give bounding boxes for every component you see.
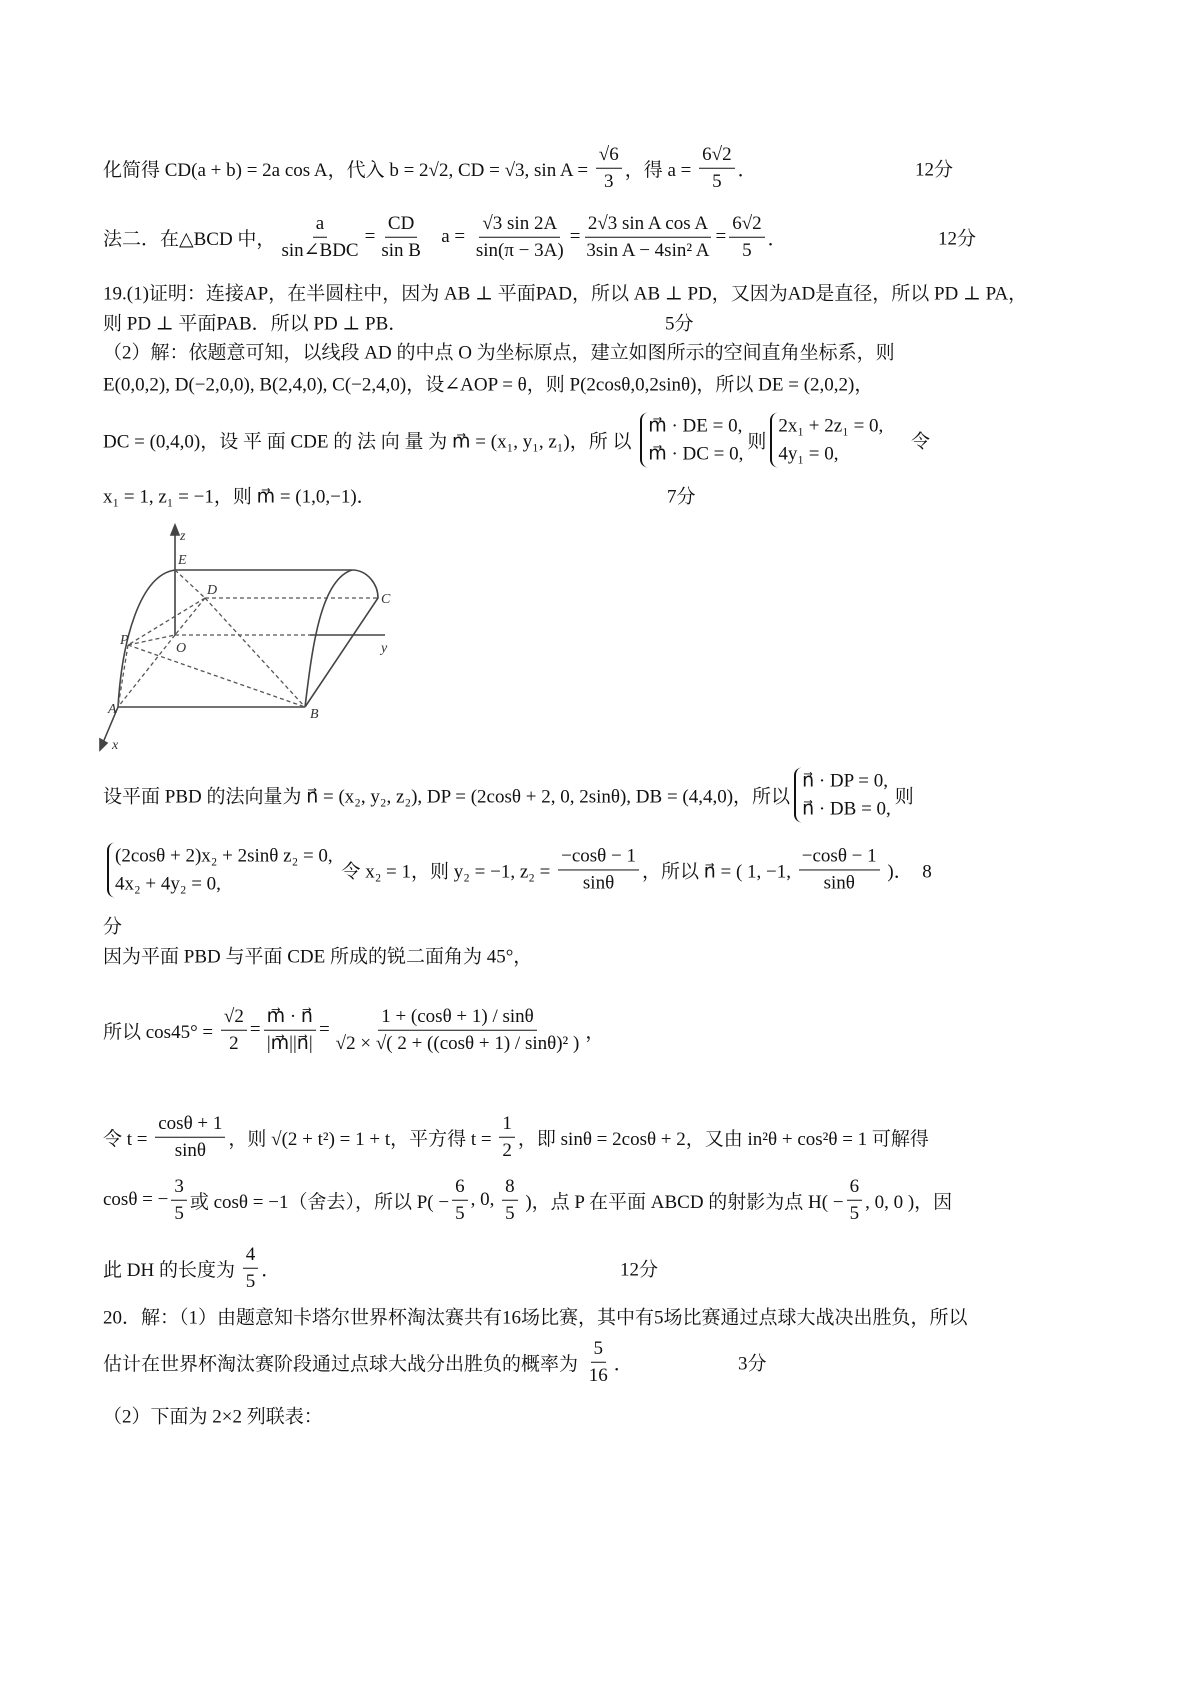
text-segment: 设平面 PBD 的法向量为 n⃗ = (x₂, y₂, z₂), DP = (2cosθ + 2, 0, 2sinθ), DB = (4,4,0)，所以 (103, 786, 791, 808)
fraction-denominator: |m⃗||n⃗| (266, 1032, 313, 1054)
fraction (452, 1175, 468, 1226)
text-segment: ． (613, 1353, 633, 1375)
fraction-numerator: √6 (596, 143, 622, 169)
text-segment: ． (737, 159, 757, 181)
text-line (103, 912, 122, 939)
score-label: 7分 (667, 486, 696, 508)
text-line (103, 1337, 633, 1388)
text-segment: DC = (0,4,0)，设 平 面 CDE 的 法 向 量 为 m⃗ = (x₁, y₁, z₁)，所 以 (103, 431, 637, 453)
equation: 2x₁ + 2z₁ = 0, (778, 415, 884, 437)
fraction (558, 845, 639, 896)
fraction-denominator: 3sin A − 4sin² A (586, 239, 710, 261)
equation-system (770, 412, 883, 467)
equation: m⃗ · DE = 0, (648, 415, 743, 437)
fraction (586, 1337, 611, 1388)
text-segment: 此 DH 的长度为 (103, 1259, 240, 1281)
fraction-numerator: 6√2 (729, 212, 764, 238)
text-segment: 令 t = (103, 1128, 153, 1150)
fraction (502, 1175, 518, 1226)
equation: n⃗ · DB = 0, (802, 798, 891, 819)
fraction-numerator: 3 (171, 1175, 187, 1201)
fraction (583, 212, 712, 263)
text-line (103, 212, 787, 263)
label-p: P (120, 633, 129, 648)
text-segment: )． 8 (882, 861, 932, 883)
fraction-numerator: cosθ + 1 (155, 1112, 225, 1138)
fraction-denominator: sinθ (582, 872, 615, 894)
text-segment: 法二．在△BCD 中， (103, 228, 276, 250)
label-z: z (180, 529, 186, 544)
text-line (103, 1005, 604, 1056)
fraction-denominator: 5 (245, 1270, 256, 1292)
fraction-denominator: 16 (588, 1364, 608, 1386)
text-segment: x₁ = 1, z₁ = −1，则 m⃗ = (1,0,−1)． (103, 486, 376, 508)
fraction-denominator: 5 (712, 170, 722, 192)
label-x: x (112, 738, 119, 753)
text-segment: ， (585, 1021, 605, 1043)
score-label: 5分 (665, 313, 694, 335)
fraction-denominator: 5 (742, 239, 752, 261)
label-b: B (310, 707, 319, 722)
fraction-denominator: 5 (849, 1202, 860, 1224)
equation: 4y₁ = 0, (778, 443, 839, 464)
fraction-numerator: 6√2 (699, 143, 734, 169)
text-segment: 估计在世界杯淘汰赛阶段通过点球大战分出胜负的概率为 (103, 1353, 583, 1375)
text-line (103, 279, 1027, 306)
fraction (847, 1175, 863, 1226)
fraction-denominator: 5 (174, 1202, 184, 1224)
fraction (596, 143, 622, 194)
fraction (264, 1005, 316, 1056)
fraction-denominator: 5 (455, 1202, 465, 1224)
arc-front-right (305, 570, 352, 707)
text-segment: = (715, 226, 727, 247)
fraction (221, 1005, 247, 1056)
fraction-numerator: −cosθ − 1 (799, 845, 880, 871)
fraction (243, 1243, 259, 1294)
text-segment: 或 cosθ = −1（舍去），所以 P( − (189, 1191, 450, 1213)
fraction-numerator: 1 + (cosθ + 1) / sinθ (378, 1005, 537, 1031)
text-segment: ，即 sinθ = 2cosθ + 2，又由 in²θ + cos²θ = 1 可解得 (517, 1128, 929, 1150)
text-segment: E(0,0,2), D(−2,0,0), B(2,4,0), C(−2,4,0)，设∠AOP = θ，则 P(2cosθ,0,2sinθ)，所以 DE = (2,0,2)， (103, 374, 874, 396)
text-segment: , 0, 0 )，因 (865, 1191, 953, 1213)
fraction-denominator: 3 (604, 170, 614, 192)
fraction (729, 212, 764, 263)
equation-system (794, 767, 891, 822)
fraction (378, 212, 424, 263)
text-segment: 20．解：（1）由题意知卡塔尔世界杯淘汰赛共有16场比赛，其中有5场比赛通过点球大战决出胜负，所以 (103, 1307, 968, 1329)
text-line (103, 412, 930, 467)
fraction (278, 212, 361, 263)
text-line (103, 143, 757, 194)
fraction-numerator: √3 sin 2A (479, 212, 560, 238)
text-line (103, 482, 376, 509)
fraction-denominator: √2 × √( 2 + ((cosθ + 1) / sinθ)² ) (335, 1032, 580, 1054)
text-segment: ，得 a = (624, 159, 697, 181)
x-axis-arrow (100, 739, 107, 750)
text-segment: 19.(1)证明：连接AP，在半圆柱中，因为 AB ⊥ 平面PAD，所以 AB ⊥ PD，又因为AD是直径，所以 PD ⊥ PA， (103, 283, 1028, 305)
text-segment: 令 x₂ = 1，则 y₂ = −1, z₂ = (336, 861, 556, 883)
fraction-numerator: 1 (499, 1112, 515, 1138)
text-segment: 分 (103, 916, 123, 938)
fraction (171, 1175, 187, 1226)
label-y: y (381, 641, 388, 656)
text-segment: , 0, (470, 1189, 500, 1210)
score-label: 12分 (620, 1259, 659, 1281)
text-line (103, 309, 407, 336)
fraction-numerator: 6 (847, 1175, 863, 1201)
fraction-denominator: 2 (229, 1032, 239, 1054)
text-line (103, 942, 532, 969)
text-line (103, 1303, 968, 1330)
fraction-denominator: sinθ (174, 1139, 206, 1161)
z-axis-arrow (171, 525, 179, 535)
text-segment: = (318, 1019, 330, 1040)
fraction-denominator: 2 (502, 1139, 512, 1161)
fraction-numerator: √2 (221, 1005, 247, 1031)
equation: 4x₂ + 4y₂ = 0, (115, 873, 221, 894)
fraction-numerator: CD (385, 212, 417, 238)
text-line (103, 767, 914, 822)
text-segment: ． (767, 228, 787, 250)
half-cylinder-figure (95, 520, 405, 755)
text-segment: 令 (887, 431, 931, 453)
label-o: O (176, 641, 187, 656)
score-label: 12分 (915, 159, 954, 181)
label-d: D (207, 583, 218, 598)
fraction-numerator: 4 (243, 1243, 259, 1269)
fraction-numerator: a (313, 212, 327, 238)
fraction-numerator: m⃗ · n⃗ (264, 1005, 316, 1031)
fraction-numerator: 2√3 sin A cos A (585, 212, 711, 238)
text-segment: （2）下面为 2×2 列联表： (103, 1406, 323, 1428)
equation: n⃗ · DP = 0, (802, 770, 888, 792)
fraction (473, 212, 567, 263)
text-segment: ，则 √(2 + t²) = 1 + t，平方得 t = (228, 1128, 497, 1150)
text-segment: ，所以 n⃗ = ( 1, −1, (641, 861, 796, 883)
fraction-numerator: 6 (452, 1175, 468, 1201)
text-segment: 则 PD ⊥ 平面PAB．所以 PD ⊥ PB． (103, 313, 408, 335)
text-line (103, 1243, 280, 1294)
text-line (103, 1175, 952, 1226)
text-segment: 则 (747, 431, 767, 453)
label-a: A (108, 702, 117, 717)
text-segment: ． (261, 1259, 281, 1281)
fraction-numerator: 8 (502, 1175, 518, 1201)
text-segment: 则 (894, 786, 914, 808)
fraction-numerator: 5 (591, 1337, 607, 1363)
fraction (499, 1112, 515, 1163)
fraction (699, 143, 734, 194)
fraction (799, 845, 880, 896)
fraction-numerator: −cosθ − 1 (558, 845, 639, 871)
label-e: E (178, 553, 187, 568)
text-segment: )，点 P 在平面 ABCD 的射影为点 H( − (520, 1191, 844, 1213)
text-segment: cosθ = − (103, 1189, 169, 1210)
text-segment: （2）解：依题意可知，以线段 AD 的中点 O 为坐标原点，建立如图所示的空间直角坐标系，则 (103, 342, 895, 364)
text-segment: a = (426, 226, 470, 247)
text-line (103, 842, 932, 897)
text-line (103, 338, 895, 365)
fraction-denominator: sinθ (823, 872, 855, 894)
text-line (103, 1402, 323, 1429)
equation: (2cosθ + 2)x₂ + 2sinθ z₂ = 0, (115, 845, 333, 867)
text-segment: 化简得 CD(a + b) = 2a cos A，代入 b = 2√2, CD = √3, sin A = (103, 159, 593, 181)
score-label: 3分 (738, 1353, 767, 1375)
score-label: 12分 (938, 228, 977, 250)
fraction-denominator: sin B (381, 239, 421, 261)
text-line (103, 370, 873, 397)
text-segment: = (249, 1019, 261, 1040)
text-segment: 因为平面 PBD 与平面 CDE 所成的锐二面角为 45°， (103, 946, 533, 968)
text-line (103, 1112, 929, 1163)
equation-system (640, 412, 743, 467)
equation-system (107, 842, 333, 897)
text-segment: = (364, 226, 376, 247)
fraction-denominator: sin∠BDC (281, 239, 359, 261)
fraction (333, 1005, 583, 1056)
equation: m⃗ · DC = 0, (648, 443, 744, 464)
fraction-denominator: sin(π − 3A) (475, 239, 564, 261)
text-segment: 所以 cos45° = (103, 1021, 218, 1043)
text-segment: = (569, 226, 581, 247)
fraction (155, 1112, 225, 1163)
fraction-denominator: 5 (505, 1202, 515, 1224)
label-c: C (381, 592, 391, 607)
